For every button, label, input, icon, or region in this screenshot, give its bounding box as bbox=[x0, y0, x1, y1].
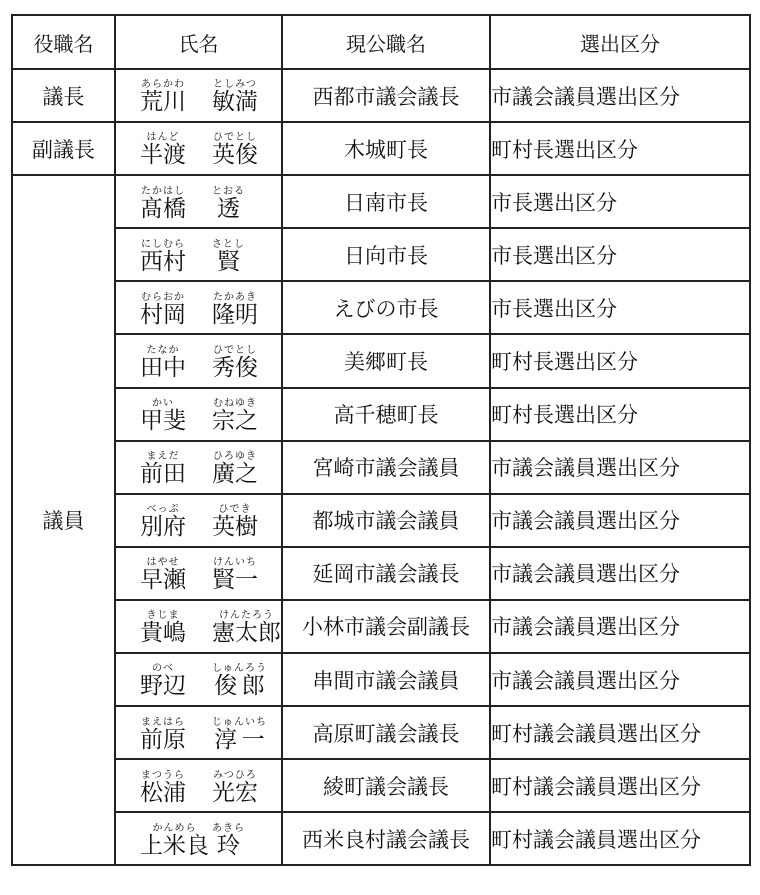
surname-reading: のべ bbox=[140, 663, 186, 675]
table-row bbox=[12, 122, 750, 175]
district-cell: 町村議会議員選出区分 bbox=[490, 706, 750, 759]
district-cell: 町村議会議員選出区分 bbox=[490, 812, 750, 865]
office-cell: 日南市長 bbox=[282, 175, 490, 228]
name-cell bbox=[115, 494, 282, 547]
surname: 半渡はんど bbox=[140, 132, 186, 169]
district-cell: 町村長選出区分 bbox=[490, 334, 750, 387]
given-name: 隆明たかあき bbox=[212, 291, 258, 328]
district-cell: 市長選出区分 bbox=[490, 228, 750, 281]
name-cell bbox=[115, 706, 282, 759]
district-cell: 市議会議員選出区分 bbox=[490, 69, 750, 122]
given-name: 英俊ひでとし bbox=[212, 132, 258, 169]
district-cell: 町村長選出区分 bbox=[490, 122, 750, 175]
office-cell: 小林市議会副議長 bbox=[282, 600, 490, 653]
roster-body bbox=[12, 69, 750, 865]
office-cell: 高原町議会議長 bbox=[282, 706, 490, 759]
table-row bbox=[12, 812, 750, 865]
office-cell: 木城町長 bbox=[282, 122, 490, 175]
surname-reading: きじま bbox=[140, 610, 186, 622]
name-cell bbox=[115, 388, 282, 441]
given-name: 英樹ひでき bbox=[212, 504, 258, 541]
surname-reading: かんめら bbox=[140, 822, 209, 834]
office-cell: 西都市議会議長 bbox=[282, 69, 490, 122]
name-cell bbox=[115, 600, 282, 653]
table-row bbox=[12, 388, 750, 441]
surname-reading: べっぷ bbox=[140, 504, 186, 516]
given-name: 廣之ひろゆき bbox=[212, 451, 258, 488]
surname: 松浦まつうら bbox=[140, 769, 186, 806]
given-name: 賢さとし bbox=[212, 238, 245, 275]
given-name: 透とおる bbox=[212, 185, 245, 222]
table-row bbox=[12, 494, 750, 547]
given-name-reading: ひでき bbox=[212, 504, 258, 516]
district-cell: 市議会議員選出区分 bbox=[490, 547, 750, 600]
surname: 西村にしむら bbox=[140, 238, 186, 275]
header-district: 選出区分 bbox=[490, 15, 750, 69]
office-cell: 美郷町長 bbox=[282, 334, 490, 387]
surname-reading: まつうら bbox=[140, 769, 186, 781]
office-cell: 日向市長 bbox=[282, 228, 490, 281]
surname: 上米良かんめら bbox=[140, 822, 209, 859]
name-cell bbox=[115, 653, 282, 706]
given-name: 賢一けんいち bbox=[212, 557, 258, 594]
role-cell: 議長 bbox=[12, 69, 115, 122]
table-row bbox=[12, 69, 750, 122]
surname: 早瀬はやせ bbox=[140, 557, 186, 594]
office-cell: 串間市議会議員 bbox=[282, 653, 490, 706]
name-cell bbox=[115, 69, 282, 122]
header-row bbox=[12, 15, 750, 69]
given-name: 淳一じゅんいち bbox=[212, 716, 267, 753]
given-name-reading: みつひろ bbox=[212, 769, 258, 781]
district-cell: 市議会議員選出区分 bbox=[490, 441, 750, 494]
header-name: 氏名 bbox=[115, 15, 282, 69]
given-name-reading: けんたろう bbox=[212, 610, 281, 622]
district-cell: 市長選出区分 bbox=[490, 175, 750, 228]
given-name: 俊郎しゅんろう bbox=[212, 663, 267, 700]
header-role: 役職名 bbox=[12, 15, 115, 69]
table-row bbox=[12, 228, 750, 281]
table-row bbox=[12, 547, 750, 600]
name-cell bbox=[115, 228, 282, 281]
surname-reading: はんど bbox=[140, 132, 186, 144]
surname-reading: まえだ bbox=[140, 451, 186, 463]
surname: 甲斐かい bbox=[140, 397, 186, 434]
given-name-reading: とおる bbox=[212, 185, 245, 197]
office-cell: 綾町議会議長 bbox=[282, 759, 490, 812]
district-cell: 町村長選出区分 bbox=[490, 388, 750, 441]
surname-reading: かい bbox=[140, 397, 186, 409]
given-name: 秀俊ひでとし bbox=[212, 344, 258, 381]
surname-reading: まえはら bbox=[140, 716, 186, 728]
table-row bbox=[12, 441, 750, 494]
given-name: 光宏みつひろ bbox=[212, 769, 258, 806]
table-row bbox=[12, 706, 750, 759]
surname-reading: にしむら bbox=[140, 238, 186, 250]
office-cell: 宮崎市議会議員 bbox=[282, 441, 490, 494]
name-cell bbox=[115, 122, 282, 175]
given-name: 宗之むねゆき bbox=[212, 397, 258, 434]
name-cell bbox=[115, 334, 282, 387]
table-row bbox=[12, 759, 750, 812]
surname: 荒川あらかわ bbox=[140, 79, 186, 116]
surname: 別府べっぷ bbox=[140, 504, 186, 541]
name-cell bbox=[115, 812, 282, 865]
surname: 前田まえだ bbox=[140, 451, 186, 488]
given-name-reading: ひでとし bbox=[212, 132, 258, 144]
surname-reading: あらかわ bbox=[140, 79, 186, 91]
table-row bbox=[12, 175, 750, 228]
given-name-reading: としみつ bbox=[212, 79, 258, 91]
table-row bbox=[12, 600, 750, 653]
name-cell bbox=[115, 281, 282, 334]
name-cell bbox=[115, 175, 282, 228]
district-cell: 市議会議員選出区分 bbox=[490, 600, 750, 653]
table-row bbox=[12, 334, 750, 387]
name-cell bbox=[115, 759, 282, 812]
given-name-reading: ひろゆき bbox=[212, 451, 258, 463]
surname-reading: むらおか bbox=[140, 291, 186, 303]
header-office: 現公職名 bbox=[282, 15, 490, 69]
given-name-reading: さとし bbox=[212, 238, 245, 250]
given-name: 敏満としみつ bbox=[212, 79, 258, 116]
given-name-reading: あきら bbox=[212, 822, 245, 834]
office-cell: 西米良村議会議長 bbox=[282, 812, 490, 865]
role-cell: 議員 bbox=[12, 175, 115, 865]
surname: 前原まえはら bbox=[140, 716, 186, 753]
district-cell: 町村議会議員選出区分 bbox=[490, 759, 750, 812]
office-cell: えびの市長 bbox=[282, 281, 490, 334]
office-cell: 都城市議会議員 bbox=[282, 494, 490, 547]
district-cell: 市長選出区分 bbox=[490, 281, 750, 334]
table-row bbox=[12, 653, 750, 706]
given-name-reading: ひでとし bbox=[212, 344, 258, 356]
surname: 田中たなか bbox=[140, 344, 186, 381]
office-cell: 延岡市議会議長 bbox=[282, 547, 490, 600]
given-name-reading: しゅんろう bbox=[212, 663, 267, 675]
surname-reading: はやせ bbox=[140, 557, 186, 569]
table-row bbox=[12, 281, 750, 334]
role-cell: 副議長 bbox=[12, 122, 115, 175]
given-name-reading: けんいち bbox=[212, 557, 258, 569]
given-name-reading: たかあき bbox=[212, 291, 258, 303]
surname-reading: たかはし bbox=[140, 185, 186, 197]
surname: 野辺のべ bbox=[140, 663, 186, 700]
district-cell: 市議会議員選出区分 bbox=[490, 653, 750, 706]
surname: 髙橋たかはし bbox=[140, 185, 186, 222]
roster-table bbox=[11, 14, 751, 866]
given-name-reading: むねゆき bbox=[212, 397, 258, 409]
district-cell: 市議会議員選出区分 bbox=[490, 494, 750, 547]
name-cell bbox=[115, 547, 282, 600]
surname: 村岡むらおか bbox=[140, 291, 186, 328]
office-cell: 高千穂町長 bbox=[282, 388, 490, 441]
surname-reading: たなか bbox=[140, 344, 186, 356]
name-cell bbox=[115, 441, 282, 494]
given-name: 玲あきら bbox=[212, 822, 245, 859]
given-name-reading: じゅんいち bbox=[212, 716, 267, 728]
surname: 貴嶋きじま bbox=[140, 610, 186, 647]
given-name: 憲太郎けんたろう bbox=[212, 610, 281, 647]
